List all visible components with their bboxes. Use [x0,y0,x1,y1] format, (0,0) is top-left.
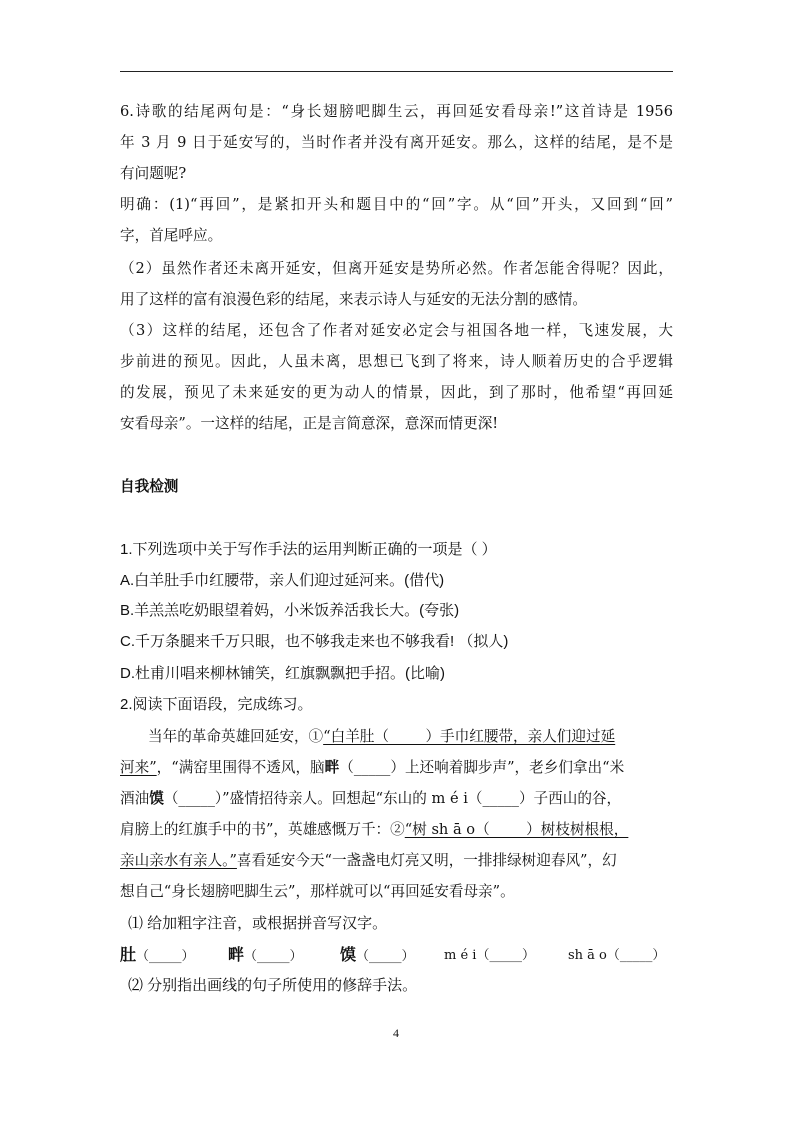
passage-text: （_____）”盛情招待亲人。回想起“东山的 m é i（_____）子西山的谷， [163,790,622,807]
passage-line-4 [120,820,628,840]
answer-blank[interactable]: （_____） [356,949,415,964]
passage-text: 喜看延安今天“一盏盏电灯亮又明，一排排绿树迎春风”，幻 [236,852,617,869]
blank-item-2 [228,945,303,967]
q1-stem: 1.下列选项中关于写作手法的运用判断正确的一项是（ ） [120,541,497,558]
q6-line-1: 6.诗歌的结尾两句是：“身长翅膀吧脚生云，再回延安看母亲!”这首诗是 1956 [120,103,673,120]
q6-answer-line-1: 明确：(1)“再回”，是紧扣开头和题目中的“回”字。从“回”开头，又回到“回” [120,196,673,213]
q6-answer-line-7: 的发展，预见了未来延安的更为动人的情景，因此，到了那时，他希望“再回延 [120,384,673,401]
passage-text: 肩膀上的红旗手中的书”，英雄感慨万千：② [120,821,405,838]
passage-text: ，“满窑里围得不透风，脑 [156,759,325,776]
pinyin-shao: sh ā o [568,948,607,963]
q6-answer-line-6: 步前进的预见。因此，人虽未离，思想已飞到了将来，诗人顺着历史的合乎逻辑 [120,353,673,370]
q6-answer-line-5: （3）这样的结尾，还包含了作者对延安必定会与祖国各地一样，飞速发展，大 [120,322,673,339]
answer-blank[interactable]: （_____） [476,948,535,963]
answer-blank[interactable]: （_____） [606,948,666,963]
blank-item-1 [120,945,195,967]
pinyin-mei: m é i [444,948,477,963]
sub-question-2: ⑵ 分别指出画线的句子所使用的修辞手法。 [128,977,418,994]
q1-option-b: B.羊羔羔吃奶眼望着妈，小米饭养活我长大。(夸张) [120,602,460,619]
answer-blank[interactable]: （_____） [136,949,195,964]
underlined-sentence-1: “白羊肚（_____）手巾红腰带，亲人们迎过延 [323,728,616,745]
q1-option-c: C.千万条腿来千万只眼，也不够我走来也不够我看! （拟人) [120,633,509,650]
sub-question-1: ⑴ 给加粗字注音，或根据拼音写汉字。 [128,915,388,932]
passage-text: 当年的革命英雄回延安，① [148,728,324,745]
section-title: 自我检测 [120,478,179,495]
passage-text: （_____）上还响着脚步声”，老乡们拿出“米 [339,759,625,776]
page-number: 4 [393,1026,399,1040]
q2-stem: 2.阅读下面语段，完成练习。 [120,696,313,713]
word-pan: 畔 [228,945,245,964]
q6-answer-line-8: 安看母亲”。一这样的结尾，正是言简意深，意深而情更深! [120,415,499,432]
passage-line-1 [148,727,615,747]
word-mo: 馍 [340,945,357,964]
underlined-sentence-2: “树 sh ā o（_____）树枝树根根， [404,821,629,838]
q6-line-2: 年 3 月 9 日于延安写的，当时作者并没有离开延安。那么，这样的结尾，是不是 [120,134,673,151]
passage-line-5 [120,851,617,871]
q6-line-3: 有问题呢? [120,165,187,182]
q1-option-a: A.白羊肚手巾红腰带，亲人们迎过延河来。(借代) [120,572,445,589]
blank-item-4 [444,945,535,966]
q6-answer-line-2: 字，首尾呼应。 [120,227,223,244]
word-du: 肚 [120,945,137,964]
underlined-sentence-2-end: 亲山亲水有亲人。” [120,852,237,869]
header-rule [120,71,673,72]
q6-answer-line-4: 用了这样的富有浪漫色彩的结尾，来表示诗人与延安的无法分割的感情。 [120,291,588,308]
passage-text: 酒油 [120,790,150,807]
answer-blank[interactable]: （_____） [244,949,303,964]
bold-char-mo: 馍 [149,790,164,807]
blank-item-3 [340,945,415,967]
underlined-sentence-1-end: 河来” [120,759,157,776]
q1-option-d: D.杜甫川唱来柳林铺笑，红旗飘飘把手招。(比喻) [120,665,445,682]
blank-item-5 [568,945,665,966]
passage-line-2 [120,758,624,778]
passage-line-6: 想自己“身长翅膀吧脚生云”，那样就可以“再回延安看母亲”。 [120,883,515,900]
bold-char-pan: 畔 [324,759,340,776]
passage-line-3 [120,789,621,809]
q6-answer-line-3: （2）虽然作者还未离开延安，但离开延安是势所必然。作者怎能舍得呢？因此， [120,260,673,277]
